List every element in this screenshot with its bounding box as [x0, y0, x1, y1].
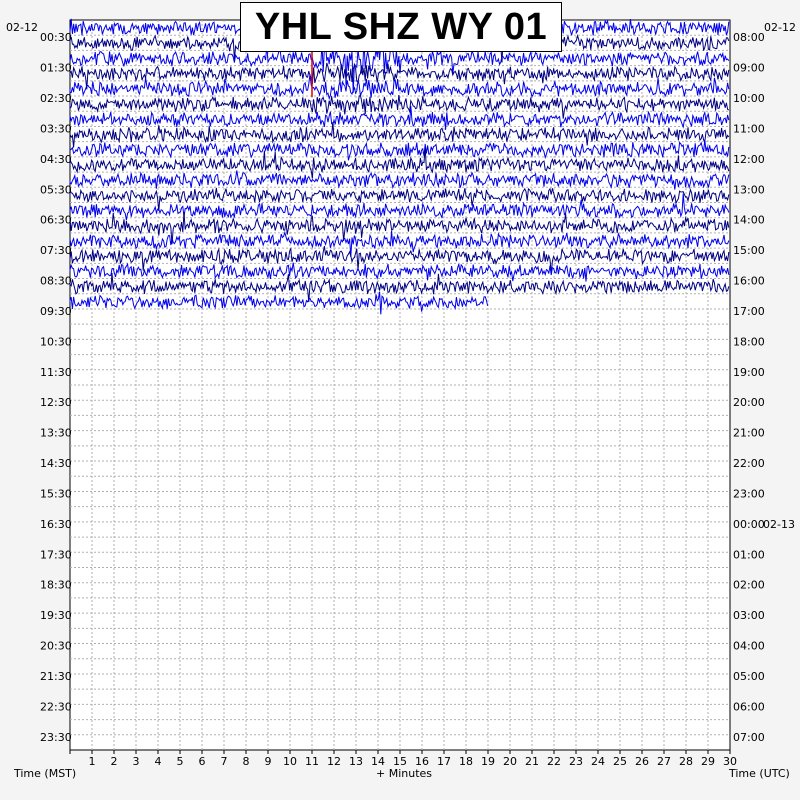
x-tick-label: 12	[327, 755, 341, 768]
x-tick-label: 14	[371, 755, 385, 768]
right-time-label: 09:00	[733, 61, 765, 75]
x-tick-label: 28	[679, 755, 693, 768]
left-time-label: 02:30	[40, 92, 72, 106]
right-time-label: 02:00	[733, 578, 765, 592]
right-time-label: 20:00	[733, 396, 765, 410]
left-time-label: 19:30	[40, 609, 72, 623]
left-time-label: 00:30	[40, 31, 72, 45]
x-tick-label: 30	[723, 755, 737, 768]
x-tick-label: 15	[393, 755, 407, 768]
x-tick-label: 18	[459, 755, 473, 768]
right-time-label: 18:00	[733, 335, 765, 349]
left-time-label: 14:30	[40, 457, 72, 471]
left-date-label: 02-12	[6, 21, 38, 34]
x-tick-label: 7	[220, 755, 228, 768]
right-time-label: 01:00	[733, 548, 765, 562]
x-tick-label: 11	[305, 755, 319, 768]
x-tick-label: 27	[657, 755, 671, 768]
right-time-label: 23:00	[733, 487, 765, 501]
chart-title-box	[240, 2, 562, 52]
right-time-label: 07:00	[733, 730, 765, 744]
right-time-label: 21:00	[733, 426, 765, 440]
right-axis-label: Time (UTC)	[729, 767, 790, 780]
right-time-label: 10:00	[733, 92, 765, 106]
x-tick-label: 9	[264, 755, 272, 768]
left-time-label: 18:30	[40, 578, 72, 592]
right-date-change-label: 02-13	[763, 517, 795, 531]
left-time-label: 22:30	[40, 700, 72, 714]
right-time-label: 08:00	[733, 31, 765, 45]
chart-title: YHL SHZ WY 01	[254, 5, 548, 48]
x-tick-label: 29	[701, 755, 715, 768]
right-time-label: 17:00	[733, 304, 765, 318]
right-time-label: 15:00	[733, 244, 765, 258]
left-time-label: 11:30	[40, 365, 72, 379]
left-time-label: 13:30	[40, 426, 72, 440]
x-tick-label: 26	[635, 755, 649, 768]
left-time-label: 10:30	[40, 335, 72, 349]
x-tick-label: 25	[613, 755, 627, 768]
right-time-label: 00:00	[733, 517, 765, 531]
right-time-label: 05:00	[733, 669, 765, 683]
x-tick-label: 4	[154, 755, 162, 768]
right-time-label: 06:00	[733, 700, 765, 714]
left-time-label: 08:30	[40, 274, 72, 288]
x-tick-label: 21	[525, 755, 539, 768]
left-time-label: 16:30	[40, 517, 72, 531]
right-time-label: 13:00	[733, 183, 765, 197]
x-tick-label: 5	[176, 755, 184, 768]
x-tick-label: 1	[88, 755, 96, 768]
right-time-label: 14:00	[733, 213, 765, 227]
x-tick-label: 13	[349, 755, 363, 768]
x-tick-label: 20	[503, 755, 517, 768]
left-time-label: 23:30	[40, 730, 72, 744]
x-tick-label: 22	[547, 755, 561, 768]
right-time-label: 11:00	[733, 122, 765, 136]
x-tick-label: 2	[110, 755, 118, 768]
left-time-label: 12:30	[40, 396, 72, 410]
x-tick-label: 23	[569, 755, 583, 768]
x-tick-label: 6	[198, 755, 206, 768]
x-tick-label: 10	[283, 755, 297, 768]
left-time-label: 07:30	[40, 244, 72, 258]
right-time-label: 12:00	[733, 152, 765, 166]
left-time-label: 20:30	[40, 639, 72, 653]
right-time-label: 16:00	[733, 274, 765, 288]
x-tick-label: 8	[242, 755, 250, 768]
left-time-label: 03:30	[40, 122, 72, 136]
left-time-label: 09:30	[40, 304, 72, 318]
left-time-label: 17:30	[40, 548, 72, 562]
x-axis-label: + Minutes	[376, 767, 433, 780]
right-time-label: 19:00	[733, 365, 765, 379]
left-time-label: 04:30	[40, 152, 72, 166]
x-tick-label: 24	[591, 755, 605, 768]
left-time-label: 01:30	[40, 61, 72, 75]
right-time-label: 04:00	[733, 639, 765, 653]
x-axis-ticks	[70, 750, 737, 768]
left-time-label: 06:30	[40, 213, 72, 227]
x-tick-label: 17	[437, 755, 451, 768]
x-tick-label: 16	[415, 755, 429, 768]
left-time-label: 15:30	[40, 487, 72, 501]
left-axis-label: Time (MST)	[14, 767, 77, 780]
x-tick-label: 19	[481, 755, 495, 768]
right-date-label: 02-12	[764, 21, 796, 34]
left-time-label: 05:30	[40, 183, 72, 197]
left-time-label: 21:30	[40, 669, 72, 683]
right-time-label: 22:00	[733, 457, 765, 471]
right-time-label: 03:00	[733, 609, 765, 623]
x-tick-label: 3	[132, 755, 140, 768]
